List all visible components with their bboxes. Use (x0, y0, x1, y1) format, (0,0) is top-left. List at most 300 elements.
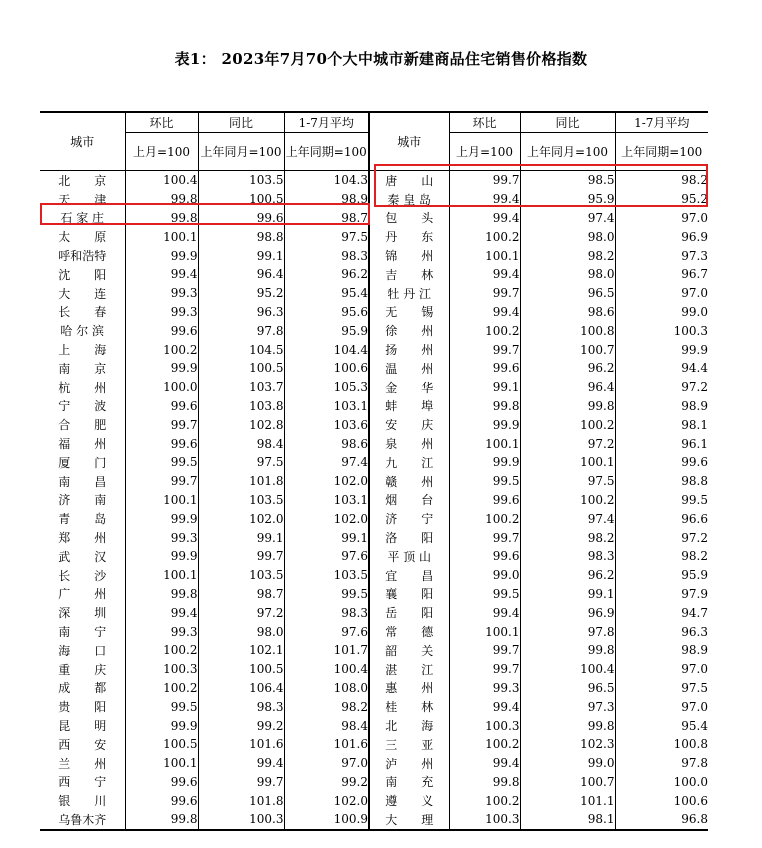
right-avg-cell: 97.0 (615, 660, 708, 679)
right-mom-cell: 99.3 (449, 679, 520, 698)
left-avg-cell: 100.4 (284, 660, 369, 679)
table-row (40, 641, 708, 660)
right-mom-cell: 99.6 (449, 491, 520, 510)
left-yoy-cell: 103.5 (198, 491, 284, 510)
right-city-cell: 韶 关 (369, 641, 449, 660)
left-avg-cell: 100.9 (284, 810, 369, 830)
right-yoy-cell: 98.3 (520, 547, 615, 566)
right-avg-cell: 96.6 (615, 509, 708, 528)
left-city-cell: 太 原 (58, 230, 107, 245)
right-avg-cell: 97.2 (615, 528, 708, 547)
right-mom-cell: 99.6 (449, 547, 520, 566)
left-avg-cell: 98.3 (284, 246, 369, 265)
right-mom-cell: 100.3 (449, 716, 520, 735)
table-row (40, 509, 708, 528)
left-yoy-cell: 103.7 (198, 378, 284, 397)
avg-header-right: 1-7月平均 (615, 112, 708, 133)
left-city-cell: 青 岛 (58, 512, 107, 527)
left-city-cell: 济 南 (58, 493, 107, 508)
right-avg-cell: 99.0 (615, 303, 708, 322)
right-city-cell: 三 亚 (369, 735, 449, 754)
left-mom-cell: 99.6 (125, 434, 198, 453)
left-city-cell: 西 宁 (58, 775, 107, 790)
price-index-table (40, 111, 708, 831)
left-yoy-cell: 97.8 (198, 321, 284, 340)
right-yoy-cell: 102.3 (520, 735, 615, 754)
right-city-cell: 济 宁 (369, 509, 449, 528)
left-yoy-cell: 102.0 (198, 509, 284, 528)
right-mom-cell: 99.7 (449, 340, 520, 359)
table-title: 表1： 2023年7月70个大中城市新建商品住宅销售价格指数 (174, 50, 588, 68)
right-yoy-cell: 98.0 (520, 265, 615, 284)
right-yoy-cell: 97.4 (520, 509, 615, 528)
right-city-cell: 徐 州 (369, 321, 449, 340)
left-avg-cell: 98.7 (284, 209, 369, 228)
left-mom-cell: 100.0 (125, 378, 198, 397)
right-mom-cell: 100.2 (449, 321, 520, 340)
left-city-cell: 深 圳 (58, 606, 107, 621)
left-avg-cell: 103.1 (284, 397, 369, 416)
left-yoy-cell: 101.8 (198, 472, 284, 491)
yoy-sub-left: 上年同月=100 (198, 133, 284, 171)
right-mom-cell: 99.6 (449, 359, 520, 378)
right-avg-cell: 97.0 (615, 284, 708, 303)
left-yoy-cell: 99.7 (198, 773, 284, 792)
left-yoy-cell: 100.3 (198, 810, 284, 830)
right-mom-cell: 100.3 (449, 810, 520, 830)
right-yoy-cell: 100.7 (520, 340, 615, 359)
left-mom-cell: 99.3 (125, 284, 198, 303)
left-yoy-cell: 104.5 (198, 340, 284, 359)
left-mom-cell: 100.2 (125, 641, 198, 660)
left-avg-cell: 96.2 (284, 265, 369, 284)
right-city-cell: 平 顶 山 (369, 547, 449, 566)
mom-sub-left: 上月=100 (125, 133, 198, 171)
right-yoy-cell: 99.8 (520, 716, 615, 735)
right-avg-cell: 100.0 (615, 773, 708, 792)
right-mom-cell: 99.4 (449, 603, 520, 622)
table-row (40, 359, 708, 378)
left-city-cell: 贵 阳 (58, 700, 107, 715)
left-city-cell: 宁 波 (58, 399, 107, 414)
left-yoy-cell: 101.8 (198, 791, 284, 810)
right-yoy-cell: 97.5 (520, 472, 615, 491)
left-avg-cell: 98.4 (284, 716, 369, 735)
left-avg-cell: 102.0 (284, 509, 369, 528)
table-row (40, 209, 708, 228)
right-mom-cell: 99.7 (449, 660, 520, 679)
right-yoy-cell: 97.4 (520, 209, 615, 228)
right-yoy-cell: 96.2 (520, 359, 615, 378)
table-row (40, 660, 708, 679)
table-row (40, 735, 708, 754)
right-city-cell: 包 头 (369, 209, 449, 228)
table-row (40, 397, 708, 416)
table-row (40, 566, 708, 585)
left-mom-cell: 99.6 (125, 397, 198, 416)
right-yoy-cell: 99.0 (520, 754, 615, 773)
right-yoy-cell: 96.4 (520, 378, 615, 397)
left-yoy-cell: 101.6 (198, 735, 284, 754)
table-body (40, 171, 708, 830)
left-city-cell: 乌鲁木齐 (58, 812, 107, 827)
left-yoy-cell: 103.8 (198, 397, 284, 416)
left-mom-cell: 99.5 (125, 453, 198, 472)
right-city-cell: 常 德 (369, 622, 449, 641)
table-row (40, 679, 708, 698)
right-city-cell: 惠 州 (369, 679, 449, 698)
left-city-cell: 银 川 (58, 794, 107, 809)
right-city-cell: 九 江 (369, 453, 449, 472)
right-city-cell: 大 理 (369, 810, 449, 830)
table-row (40, 190, 708, 209)
right-yoy-cell: 101.1 (520, 791, 615, 810)
right-yoy-cell: 96.2 (520, 566, 615, 585)
left-avg-cell: 97.6 (284, 622, 369, 641)
table-row (40, 716, 708, 735)
left-mom-cell: 99.9 (125, 246, 198, 265)
right-mom-cell: 99.9 (449, 453, 520, 472)
right-avg-cell: 97.0 (615, 209, 708, 228)
left-yoy-cell: 99.7 (198, 547, 284, 566)
left-mom-cell: 99.8 (125, 810, 198, 830)
right-mom-cell: 99.7 (449, 171, 520, 190)
left-city-cell: 昆 明 (58, 719, 107, 733)
left-mom-cell: 99.9 (125, 716, 198, 735)
left-mom-cell: 99.5 (125, 697, 198, 716)
right-avg-cell: 98.2 (615, 171, 708, 190)
left-yoy-cell: 102.8 (198, 415, 284, 434)
right-yoy-cell: 99.8 (520, 397, 615, 416)
right-yoy-cell: 100.4 (520, 660, 615, 679)
left-yoy-cell: 100.5 (198, 190, 284, 209)
left-avg-cell: 98.6 (284, 434, 369, 453)
table-row (40, 491, 708, 510)
table-row (40, 284, 708, 303)
left-avg-cell: 97.4 (284, 453, 369, 472)
left-city-cell: 天 津 (58, 192, 107, 207)
right-avg-cell: 99.5 (615, 491, 708, 510)
left-avg-cell: 99.1 (284, 528, 369, 547)
right-mom-cell: 99.4 (449, 754, 520, 773)
right-mom-cell: 99.9 (449, 415, 520, 434)
left-city-cell: 重 庆 (58, 662, 107, 677)
left-yoy-cell: 100.5 (198, 359, 284, 378)
right-yoy-cell: 96.5 (520, 284, 615, 303)
left-avg-cell: 103.1 (284, 491, 369, 510)
right-mom-cell: 100.2 (449, 227, 520, 246)
right-city-cell: 安 庆 (369, 415, 449, 434)
right-yoy-cell: 99.8 (520, 641, 615, 660)
table-row (40, 791, 708, 810)
city-header-right: 城市 (369, 112, 449, 171)
table-row (40, 415, 708, 434)
left-mom-cell: 99.8 (125, 190, 198, 209)
right-avg-cell: 96.8 (615, 810, 708, 830)
table-row (40, 603, 708, 622)
table-row (40, 227, 708, 246)
left-avg-cell: 98.9 (284, 190, 369, 209)
right-mom-cell: 100.1 (449, 622, 520, 641)
left-mom-cell: 99.8 (125, 209, 198, 228)
right-city-cell: 桂 林 (369, 697, 449, 716)
left-mom-cell: 99.7 (125, 472, 198, 491)
right-yoy-cell: 100.8 (520, 321, 615, 340)
right-avg-cell: 97.8 (615, 754, 708, 773)
right-yoy-cell: 97.2 (520, 434, 615, 453)
right-city-cell: 湛 江 (369, 660, 449, 679)
left-city-cell: 南 京 (58, 361, 107, 376)
left-avg-cell: 102.0 (284, 472, 369, 491)
right-city-cell: 襄 阳 (369, 585, 449, 604)
left-city-cell: 武 汉 (58, 549, 107, 564)
right-avg-cell: 96.3 (615, 622, 708, 641)
left-city-cell: 上 海 (58, 343, 107, 358)
left-avg-cell: 104.4 (284, 340, 369, 359)
right-city-cell: 秦 皇 岛 (369, 190, 449, 209)
right-avg-cell: 98.1 (615, 415, 708, 434)
right-yoy-cell: 97.3 (520, 697, 615, 716)
left-city-cell: 厦 门 (58, 455, 107, 470)
right-yoy-cell: 97.8 (520, 622, 615, 641)
left-mom-cell: 99.3 (125, 622, 198, 641)
right-yoy-cell: 98.2 (520, 528, 615, 547)
table-row (40, 622, 708, 641)
right-yoy-cell: 98.1 (520, 810, 615, 830)
left-mom-cell: 99.6 (125, 321, 198, 340)
right-avg-cell: 95.9 (615, 566, 708, 585)
left-mom-cell: 99.9 (125, 359, 198, 378)
table-row (40, 528, 708, 547)
right-yoy-cell: 98.6 (520, 303, 615, 322)
right-avg-cell: 97.2 (615, 378, 708, 397)
left-city-cell: 沈 阳 (58, 267, 107, 282)
left-city-cell: 长 沙 (58, 568, 107, 583)
left-city-cell: 郑 州 (58, 531, 107, 546)
left-city-cell: 南 昌 (58, 474, 107, 489)
right-city-cell: 洛 阳 (369, 528, 449, 547)
right-mom-cell: 99.4 (449, 209, 520, 228)
right-mom-cell: 99.4 (449, 190, 520, 209)
right-city-cell: 南 充 (369, 773, 449, 792)
left-city-cell: 石 家 庄 (60, 211, 105, 226)
left-city-cell: 兰 州 (58, 756, 107, 771)
left-city-cell: 海 口 (58, 643, 107, 658)
left-mom-cell: 100.1 (125, 227, 198, 246)
left-yoy-cell: 99.1 (198, 246, 284, 265)
left-yoy-cell: 99.1 (198, 528, 284, 547)
right-avg-cell: 97.3 (615, 246, 708, 265)
right-mom-cell: 100.1 (449, 434, 520, 453)
right-mom-cell: 100.1 (449, 246, 520, 265)
avg-sub-right: 上年同期=100 (615, 133, 708, 171)
left-mom-cell: 99.4 (125, 265, 198, 284)
right-avg-cell: 98.8 (615, 472, 708, 491)
left-avg-cell: 108.0 (284, 679, 369, 698)
table-row (40, 472, 708, 491)
left-city-cell: 南 宁 (58, 625, 107, 640)
right-yoy-cell: 98.0 (520, 227, 615, 246)
right-mom-cell: 100.2 (449, 791, 520, 810)
left-city-cell: 广 州 (58, 587, 107, 602)
right-city-cell: 遵 义 (369, 791, 449, 810)
mom-sub-right: 上月=100 (449, 133, 520, 171)
left-yoy-cell: 99.2 (198, 716, 284, 735)
left-city-cell: 长 春 (58, 305, 107, 320)
left-avg-cell: 101.6 (284, 735, 369, 754)
left-yoy-cell: 96.3 (198, 303, 284, 322)
right-city-cell: 岳 阳 (369, 603, 449, 622)
left-city-cell: 合 肥 (58, 418, 107, 433)
header-row-top (40, 112, 708, 133)
left-yoy-cell: 98.3 (198, 697, 284, 716)
right-city-cell: 蚌 埠 (369, 397, 449, 416)
left-city-cell: 呼和浩特 (58, 249, 107, 264)
table-row (40, 434, 708, 453)
left-city-cell: 福 州 (58, 437, 107, 452)
right-avg-cell: 96.9 (615, 227, 708, 246)
right-city-cell: 牡 丹 江 (369, 284, 449, 303)
right-mom-cell: 99.0 (449, 566, 520, 585)
right-avg-cell: 97.9 (615, 585, 708, 604)
right-mom-cell: 99.5 (449, 585, 520, 604)
right-avg-cell: 94.7 (615, 603, 708, 622)
left-avg-cell: 97.6 (284, 547, 369, 566)
right-yoy-cell: 98.2 (520, 246, 615, 265)
left-yoy-cell: 99.4 (198, 754, 284, 773)
right-avg-cell: 100.6 (615, 791, 708, 810)
right-avg-cell: 99.6 (615, 453, 708, 472)
left-yoy-cell: 95.2 (198, 284, 284, 303)
right-mom-cell: 99.4 (449, 265, 520, 284)
right-avg-cell: 100.8 (615, 735, 708, 754)
right-yoy-cell: 96.5 (520, 679, 615, 698)
table-row (40, 246, 708, 265)
left-mom-cell: 100.1 (125, 491, 198, 510)
left-mom-cell: 99.6 (125, 773, 198, 792)
left-avg-cell: 98.3 (284, 603, 369, 622)
right-mom-cell: 99.8 (449, 397, 520, 416)
right-mom-cell: 99.7 (449, 528, 520, 547)
table-row (40, 810, 708, 830)
right-yoy-cell: 100.1 (520, 453, 615, 472)
left-city-cell: 成 都 (58, 681, 107, 696)
right-avg-cell: 100.3 (615, 321, 708, 340)
right-mom-cell: 99.8 (449, 773, 520, 792)
right-yoy-cell: 100.2 (520, 415, 615, 434)
right-mom-cell: 100.2 (449, 509, 520, 528)
right-city-cell: 烟 台 (369, 491, 449, 510)
left-yoy-cell: 102.1 (198, 641, 284, 660)
left-mom-cell: 100.5 (125, 735, 198, 754)
right-city-cell: 金 华 (369, 378, 449, 397)
right-avg-cell: 99.9 (615, 340, 708, 359)
yoy-sub-right: 上年同月=100 (520, 133, 615, 171)
left-mom-cell: 100.2 (125, 679, 198, 698)
table-row (40, 547, 708, 566)
left-mom-cell: 100.4 (125, 171, 198, 190)
right-city-cell: 丹 东 (369, 227, 449, 246)
right-city-cell: 温 州 (369, 359, 449, 378)
left-city-cell: 哈 尔 滨 (60, 324, 105, 339)
left-mom-cell: 100.2 (125, 340, 198, 359)
left-avg-cell: 95.4 (284, 284, 369, 303)
right-yoy-cell: 99.1 (520, 585, 615, 604)
left-yoy-cell: 98.8 (198, 227, 284, 246)
left-mom-cell: 99.4 (125, 603, 198, 622)
table-row (40, 378, 708, 397)
right-avg-cell: 94.4 (615, 359, 708, 378)
right-city-cell: 吉 林 (369, 265, 449, 284)
mom-header-left: 环比 (125, 112, 198, 133)
left-avg-cell: 101.7 (284, 641, 369, 660)
right-city-cell: 北 海 (369, 716, 449, 735)
yoy-header-right: 同比 (520, 112, 615, 133)
mom-header-right: 环比 (449, 112, 520, 133)
table-row (40, 773, 708, 792)
table-row (40, 697, 708, 716)
table-row (40, 303, 708, 322)
left-avg-cell: 97.0 (284, 754, 369, 773)
left-mom-cell: 100.1 (125, 566, 198, 585)
left-avg-cell: 97.5 (284, 227, 369, 246)
left-avg-cell: 103.5 (284, 566, 369, 585)
right-avg-cell: 95.4 (615, 716, 708, 735)
left-avg-cell: 104.3 (284, 171, 369, 190)
left-yoy-cell: 106.4 (198, 679, 284, 698)
right-mom-cell: 100.2 (449, 735, 520, 754)
left-city-cell: 北 京 (40, 171, 125, 190)
left-yoy-cell: 99.6 (198, 209, 284, 228)
left-avg-cell: 103.6 (284, 415, 369, 434)
right-city-cell: 赣 州 (369, 472, 449, 491)
left-avg-cell: 95.6 (284, 303, 369, 322)
left-mom-cell: 99.8 (125, 585, 198, 604)
right-yoy-cell: 100.2 (520, 491, 615, 510)
right-city-cell: 宜 昌 (369, 566, 449, 585)
right-avg-cell: 96.1 (615, 434, 708, 453)
left-avg-cell: 105.3 (284, 378, 369, 397)
table-row (40, 265, 708, 284)
left-yoy-cell: 98.7 (198, 585, 284, 604)
right-yoy-cell: 100.7 (520, 773, 615, 792)
left-yoy-cell: 97.5 (198, 453, 284, 472)
left-mom-cell: 99.3 (125, 303, 198, 322)
right-city-cell: 无 锡 (369, 303, 449, 322)
right-yoy-cell: 96.9 (520, 603, 615, 622)
left-avg-cell: 98.2 (284, 697, 369, 716)
left-mom-cell: 100.3 (125, 660, 198, 679)
right-avg-cell: 95.2 (615, 190, 708, 209)
table-row (40, 585, 708, 604)
city-header-left: 城市 (40, 112, 125, 171)
left-city-cell: 杭 州 (58, 380, 107, 395)
right-avg-cell: 96.7 (615, 265, 708, 284)
right-city-cell: 泸 州 (369, 754, 449, 773)
left-yoy-cell: 98.0 (198, 622, 284, 641)
left-mom-cell: 100.1 (125, 754, 198, 773)
left-yoy-cell: 100.5 (198, 660, 284, 679)
left-city-cell: 西 安 (58, 737, 107, 752)
right-avg-cell: 97.0 (615, 697, 708, 716)
right-city-cell: 泉 州 (369, 434, 449, 453)
left-mom-cell: 99.9 (125, 509, 198, 528)
right-avg-cell: 98.2 (615, 547, 708, 566)
table-row (40, 453, 708, 472)
right-mom-cell: 99.4 (449, 303, 520, 322)
left-yoy-cell: 103.5 (198, 171, 284, 190)
left-yoy-cell: 98.4 (198, 434, 284, 453)
